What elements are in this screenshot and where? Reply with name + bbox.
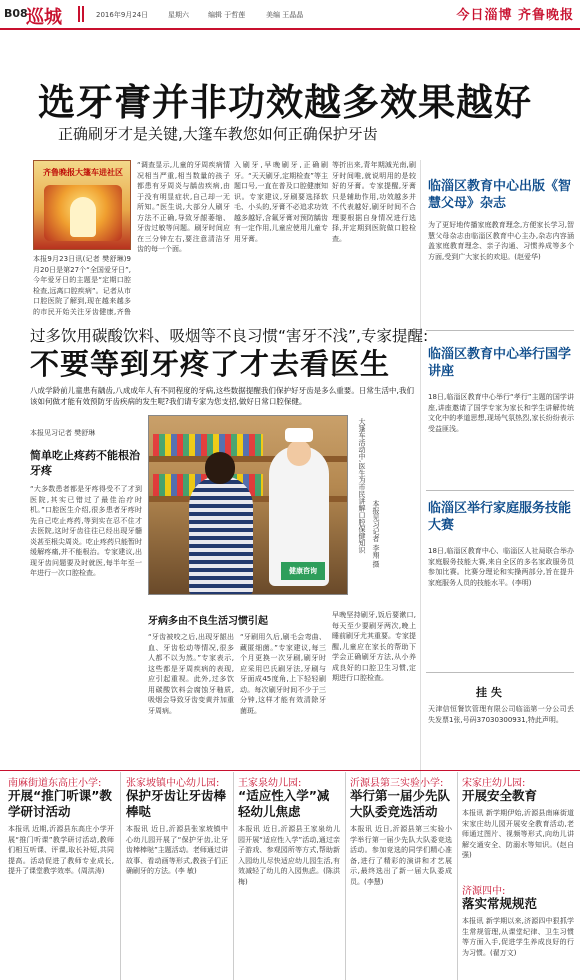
- bottom-story-6-kicker: 济源四中:: [462, 886, 506, 897]
- sidebar-news2-text: 18日,临淄区教育中心举行“孝行”主题的国学讲座,讲座邀请了国学专家为家长和学生讲解传统文化中的孝道思想,现场气氛热烈,家长纷纷表示受益匪浅。: [428, 393, 574, 433]
- bottom-story-2: [126, 770, 228, 980]
- bottom-story-1: [8, 770, 114, 980]
- photo-description: 大篷车活动中,医生为市民讲解口腔保健知识: [358, 418, 366, 554]
- sidebar-news1-title: 临淄区教育中心出版《智慧父母》杂志: [428, 179, 572, 211]
- bottom-story-4-kicker: 沂源县第三实验小学:: [350, 778, 444, 789]
- section-name: 巡城: [26, 7, 62, 28]
- article1-column-2: “调查显示,儿童的牙周疾病情况相当严重,相当数量的孩子都患有牙周炎与龋齿疾病,由于没有明显症状,自己却一无所知。”医生说,大部分人刷牙方法不正确,导致牙龈萎缩、牙齿过敏等问题。刷牙时间应在三分钟左右,要注意清洁牙齿的每一个面。: [137, 161, 230, 253]
- column-rule: [233, 772, 234, 980]
- article1-column-4: 等折出来,青年期減光南,刷牙时间唯,就说明用的是较好的牙膏。专家提醒,牙膏只是辅助作用,功效越多并不代表越好,刷牙时间不合理要根据自身情况进行选择,并定期到医院做口腔检查。: [332, 161, 416, 243]
- notice-title: 挂 失: [476, 686, 502, 699]
- article2-lead: 八成学龄前儿童患有龋齿,八成成年人有不同程度的牙病,这些数据提醒我们保护好牙齿是多么重要。日常生活中,我们该如何做才能有效预防牙齿疾病的发生呢?我们请专家为您支招,做好日常口腔保健。: [30, 386, 414, 406]
- article2-subhead-1: 简单吃止疼药不能根治牙疼: [30, 449, 140, 477]
- article2-kicker: 过多饮用碳酸饮料、吸烟等不良习惯“害牙不浅”,专家提醒:: [30, 327, 429, 345]
- bottom-story-4-text: 本报讯 近日,沂源县第三实验小学举行第一届少先队大队委竞选活动。参加竞选的同学们精心准备,进行了精彩的演讲和才艺展示,最终选出了新一届大队委成员。(李慧): [350, 825, 452, 886]
- section-mark: [78, 6, 84, 22]
- column-rule: [457, 772, 458, 980]
- column-rule: [345, 772, 346, 980]
- article2-headline: 不要等到牙疼了才去看医生: [30, 347, 391, 381]
- sidebar-divider: [426, 330, 574, 331]
- photo-doctor-face: [287, 440, 311, 466]
- sidebar-divider: [426, 490, 574, 491]
- bottom-story-1-text: 本报讯 近期,沂源县东高庄小学开展“推门听课”教学研讨活动,教师们相互听课、评课,取长补短,共同提高。活动促进了教师专业成长,提升了课堂教学效率。(周洪涛): [8, 825, 114, 875]
- bottom-story-6-text: 本报讯 新学期以来,济源四中狠抓学生常规管理,从课堂纪律、卫生习惯等方面入手,促进学生养成良好的行为习惯。(翟万文): [462, 917, 574, 957]
- promo-figure: [70, 197, 96, 237]
- bottom-story-3-title: “适应性入学”减轻幼儿焦虑: [238, 788, 330, 819]
- editor-credit: 编辑 于哲莲: [208, 11, 246, 19]
- bottom-story-1-kicker: 南麻街道东高庄小学:: [8, 778, 102, 789]
- article1-column-1: 本报9月23日讯(记者 樊舒琳)9月20日是第27个“全国爱牙日”,今年爱牙日的主题是“定期口腔检查,远离口腔疾病”。记者从市口腔医院了解到,现在越来越多的市民开始关注牙齿健康,齐鲁: [33, 255, 131, 316]
- article2-column-c: “牙刷用久后,刷毛会弯曲、藏匿细菌。”专家建议,每三个月更换一次牙刷,刷牙时应采用巴氏刷牙法,牙刷与牙面成45度角,上下轻轻刷动。每次刷牙时间不少于三分钟,这样才能有效清除牙菌斑。: [240, 633, 326, 715]
- bottom-story-3: [238, 770, 340, 980]
- bottom-story-1-title: 开展“推门听课”教学研讨活动: [8, 788, 112, 819]
- bottom-story-4: [350, 770, 452, 980]
- bottom-story-3-kicker: 王家泉幼儿园:: [238, 778, 302, 789]
- column-rule: [120, 772, 121, 980]
- promo-title: 齐鲁晚报大篷车进社区: [43, 168, 123, 177]
- article1-headline: 选牙膏并非功效越多效果越好: [38, 81, 532, 124]
- sidebar-news3-title: 临淄区举行家庭服务技能大赛: [428, 501, 572, 533]
- bottom-story-5: [462, 770, 574, 980]
- photo-patient-head: [205, 452, 235, 484]
- photo-patient: [189, 476, 253, 595]
- sidebar-news2-title: 临淄区教育中心举行国学讲座: [428, 347, 572, 379]
- notice-text: 天津信恒餐饮管理有限公司临淄第一分公司丢失发票1张,号码37030300931,特此声明。: [428, 705, 574, 724]
- article2-subhead-2: 牙病多由不良生活习惯引起: [148, 616, 268, 627]
- article2-byline: 本报见习记者 樊舒琳: [30, 429, 96, 437]
- article1-subhead: 正确刷牙才是关键,大篷车教您如何正确保护牙齿: [58, 125, 378, 143]
- article2-column-d: 早晚坚持刷牙,饭后要漱口,每天至少要刷牙两次,晚上睡前刷牙尤其重要。专家提醒,儿童应在家长的帮助下学会正确刷牙方法,从小养成良好的口腔卫生习惯,定期进行口腔检查。: [332, 611, 416, 682]
- designer-credit: 美编 王晶晶: [266, 11, 304, 19]
- bottom-story-2-text: 本报讯 近日,沂源县张家坡镇中心幼儿园开展了“保护牙齿,让牙齿棒棒哒”主题活动。老师通过讲故事、看动画等形式,教孩子们正确刷牙的方法。(李 敏): [126, 825, 228, 875]
- sidebar-divider: [426, 672, 574, 673]
- bottom-story-6-title: 落实常规规范: [462, 896, 538, 911]
- photo-medicine-shelf: [153, 434, 263, 456]
- bottom-story-5-title: 开展安全教育: [462, 788, 538, 803]
- caravan-promo-image: [33, 160, 131, 250]
- issue-weekday: 星期六: [168, 11, 189, 19]
- photo-consult-sign: 健康咨询: [281, 562, 325, 580]
- bottom-story-3-text: 本报讯 近日,沂源县王家泉幼儿园开展“适应性入学”活动,通过亲子游戏、参观园所等方式,帮助新入园幼儿尽快适应幼儿园生活,有效减轻了幼儿的入园焦虑。(陈洪梅): [238, 825, 340, 886]
- photo-doctor-cap: [285, 428, 313, 442]
- article1-column-3: 入刷牙,早晚刷牙,正确刷牙。“天天刷牙,定期检查”等主题口号,一直在普及口腔健康知识。专家建议,牙刷要选择软毛、小头的,牙膏不必追求功效越多越好,含氟牙膏对预防龋齿有一定作用,儿童应使用儿童专用牙膏。: [234, 161, 328, 243]
- newspaper-logo: 今日淄博 齐鲁晚报: [456, 8, 574, 23]
- bottom-story-2-title: 保护牙齿让牙齿棒棒哒: [126, 788, 227, 819]
- page-header: [0, 0, 580, 30]
- bottom-story-4-title: 举行第一届少先队大队委竞选活动: [350, 788, 451, 819]
- photo-credit: 本报见习记者 李翔 摄: [372, 500, 380, 568]
- page-number: B08: [4, 7, 28, 20]
- news-photo: [148, 415, 348, 595]
- article2-column-b: “牙齿被咬之后,出现牙龈出血、牙齿松动等情况,很多人都不以为然。”专家表示,这些都是牙周疾病的表现,应引起重视。此外,过多饮用碳酸饮料会腐蚀牙釉质,吸烟会导致牙齿变黄并加重牙周病。: [148, 633, 234, 715]
- bottom-story-5-kicker: 宋家庄幼儿园:: [462, 778, 526, 789]
- bottom-story-2-kicker: 张家坡镇中心幼儿园:: [126, 778, 220, 789]
- article2-column-a: “大多数患者都是牙疼得受不了才到医院,其实已错过了最佳治疗时机。”口腔医生介绍,很多患者牙疼时先自己吃止疼药,等到实在忍不住才去医院,这时牙齿往往已经出现牙髓炎甚至根尖周炎。吃止疼药只能暂时缓解疼痛,并不能根治。专家建议,出现牙齿问题要及时就医,每半年至一年进行一次口腔检查。: [30, 485, 142, 577]
- issue-date: 2016年9月24日: [96, 11, 149, 19]
- bottom-story-5-text: 本报讯 新学期伊始,沂源县南麻街道宋家庄幼儿园开展安全教育活动,老师通过图片、视频等形式,向幼儿讲解交通安全、防溺水等知识。(赵自强): [462, 809, 574, 859]
- sidebar-news1-text: 为了更好地传播家庭教育理念,方便家长学习,智慧父母杂志由临淄区教育中心主办,杂志内容涵盖家庭教育理念、亲子沟通、习惯养成等多个方面,受到广大家长的欢迎。(赵爱华): [428, 221, 574, 261]
- sidebar-news3-text: 18日,临淄区教育中心、临淄区人社局联合举办家庭服务技能大赛,来自全区的多名家政服务员参加比赛。比赛分理论和实操两部分,旨在提升家庭服务人员的技能水平。(李明): [428, 547, 574, 587]
